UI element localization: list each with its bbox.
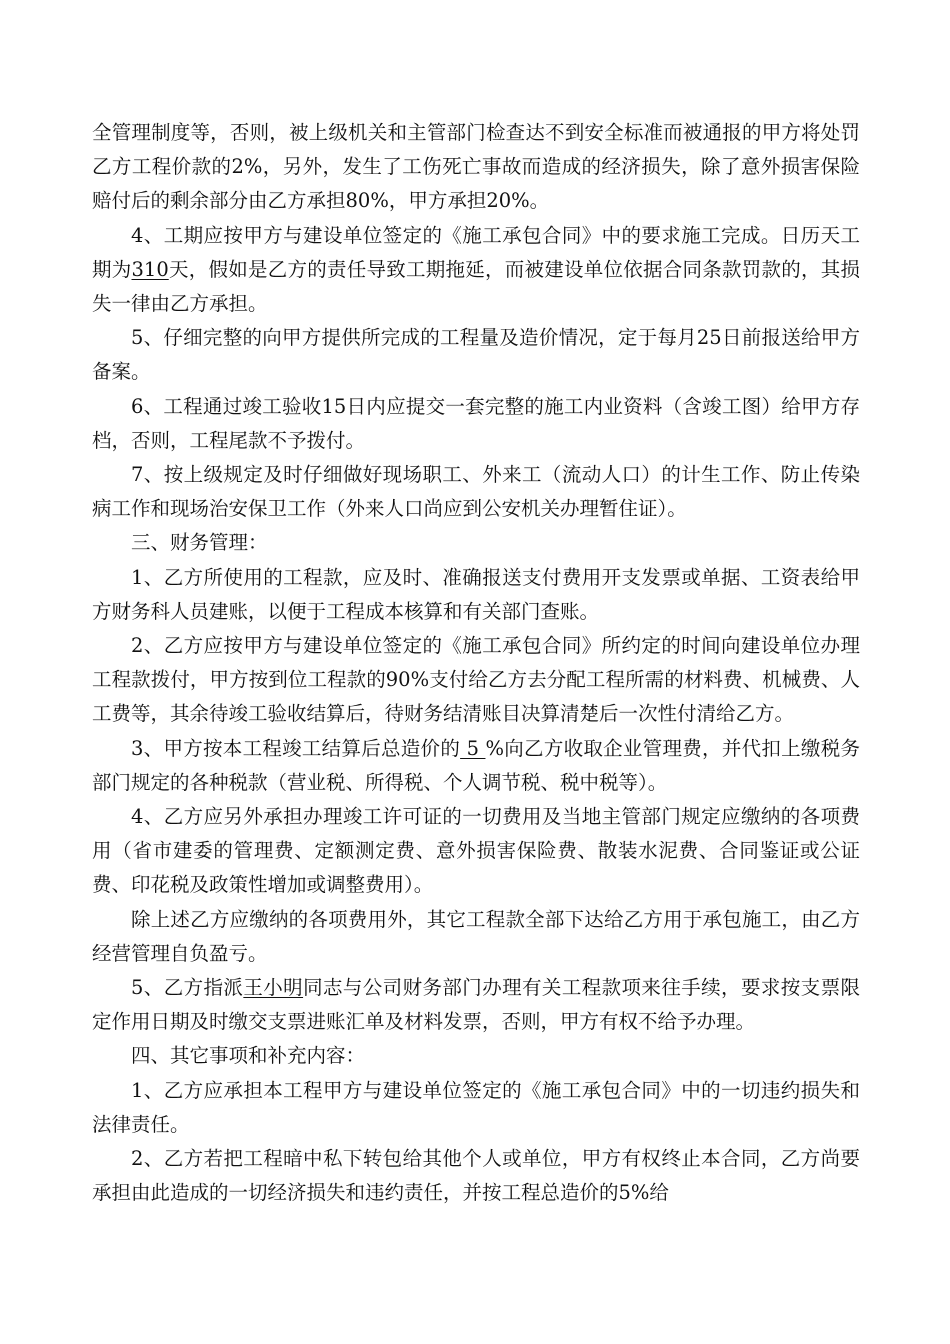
paragraph-text: 1、乙方所使用的工程款，应及时、准确报送支付费用开支发票或单据、工资表给甲方财务科人员建账，以便于工程成本核算和有关部门查账。	[92, 565, 860, 623]
contract-paragraph	[92, 219, 860, 322]
contract-paragraph	[92, 903, 860, 971]
paragraph-text: %向乙方收取企业管理费，并代扣上缴税务部门规定的各种税款（营业税、所得税、个人调节税、税中税等）。	[92, 736, 860, 794]
paragraph-text: 2、乙方若把工程暗中私下转包给其他个人或单位，甲方有权终止本合同，乙方尚要承担由此造成的一切经济损失和违约责任，并按工程总造价的5%给	[92, 1147, 860, 1205]
paragraph-text: 天，假如是乙方的责任导致工期拖延，而被建设单位依据合同条款罚款的，其损失一律由乙方承担。	[92, 257, 860, 316]
paragraph-text: 3、甲方按本工程竣工结算后总造价的	[131, 736, 461, 760]
contract-paragraph	[92, 458, 860, 526]
contract-paragraph	[92, 1074, 860, 1142]
paragraph-text: 2、乙方应按甲方与建设单位签定的《施工承包合同》所约定的时间向建设单位办理工程款拨付，甲方按到位工程款的90%支付给乙方去分配工程所需的材料费、机械费、人工费等，其余待竣工验收结算后，待财务结清账目决算清楚后一次性付清给乙方。	[92, 634, 860, 726]
filled-blank: 5	[460, 736, 486, 760]
paragraph-text: 四、其它事项和补充内容：	[131, 1044, 366, 1068]
filled-blank: 王小明	[243, 976, 304, 1000]
paragraph-text: 除上述乙方应缴纳的各项费用外，其它工程款全部下达给乙方用于承包施工，由乙方经营管理自负盈亏。	[92, 907, 860, 965]
paragraph-text: 5、乙方指派	[131, 976, 244, 1000]
contract-paragraph	[92, 526, 860, 560]
contract-paragraph	[92, 321, 860, 389]
contract-paragraph	[92, 116, 860, 219]
paragraph-text: 4、乙方应另外承担办理竣工许可证的一切费用及当地主管部门规定应缴纳的各项费用（省市建委的管理费、定额测定费、意外损害保险费、散装水泥费、合同鉴证或公证费、印花税及政策性增加或调整费用）。	[92, 805, 860, 897]
contract-body-text	[92, 116, 860, 1211]
paragraph-text: 4、工期应按甲方与建设单位签定的《施工承包合同》中的要求施工完成。日历天工期为	[92, 223, 860, 281]
paragraph-text: 6、工程通过竣工验收15日内应提交一套完整的施工内业资料（含竣工图）给甲方存档，否则，工程尾款不予拨付。	[92, 394, 860, 452]
contract-paragraph	[92, 1142, 860, 1210]
paragraph-text: 同志与公司财务部门办理有关工程款项来往手续，要求按支票限定作用日期及时缴交支票进账汇单及材料发票，否则，甲方有权不给予办理。	[92, 976, 860, 1034]
filled-blank: 310	[131, 257, 169, 281]
contract-paragraph	[92, 561, 860, 629]
paragraph-text: 全管理制度等，否则，被上级机关和主管部门检查达不到安全标准而被通报的甲方将处罚乙方工程价款的2%，另外，发生了工伤死亡事故而造成的经济损失，除了意外损害保险赔付后的剩余部分由乙方承担80%，甲方承担20%。	[92, 121, 860, 213]
contract-paragraph	[92, 1039, 860, 1073]
paragraph-text: 三、财务管理：	[131, 531, 268, 555]
paragraph-text: 5、仔细完整的向甲方提供所完成的工程量及造价情况，定于每月25日前报送给甲方备案。	[92, 326, 860, 384]
contract-paragraph	[92, 390, 860, 458]
contract-paragraph	[92, 971, 860, 1039]
contract-paragraph	[92, 800, 860, 903]
contract-paragraph	[92, 732, 860, 800]
paragraph-text: 1、乙方应承担本工程甲方与建设单位签定的《施工承包合同》中的一切违约损失和法律责任。	[92, 1078, 860, 1136]
paragraph-text: 7、按上级规定及时仔细做好现场职工、外来工（流动人口）的计生工作、防止传染病工作和现场治安保卫工作（外来人口尚应到公安机关办理暂住证）。	[92, 463, 860, 521]
contract-paragraph	[92, 629, 860, 732]
